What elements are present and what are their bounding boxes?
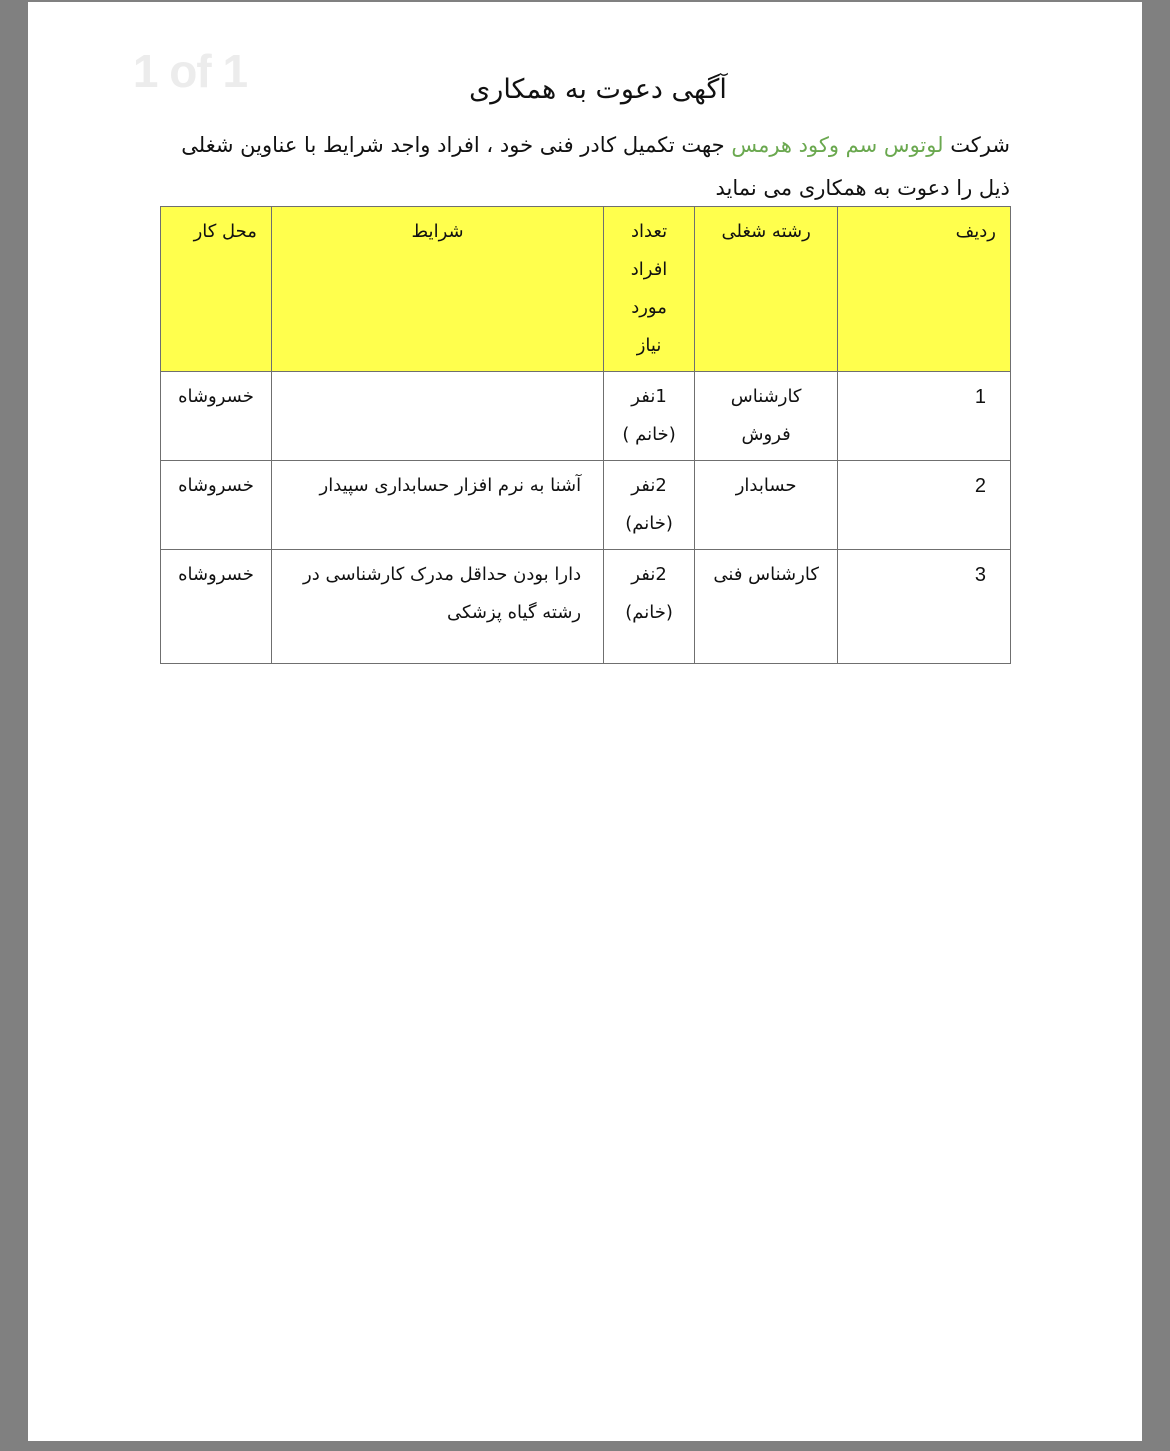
intro-prefix: شرکت: [943, 133, 1010, 157]
cell-count: 2نفر (خانم): [604, 461, 695, 550]
intro-paragraph: [178, 124, 1010, 210]
cell-count: 1نفر (خانم ): [604, 372, 695, 461]
cell-conditions: [271, 372, 603, 461]
intro-suffix: جهت تکمیل کادر فنی خود ، افراد واجد شرایط با عناوین شغلی ذیل را دعوت به همکاری می نماید: [181, 133, 1010, 200]
header-location: محل کار: [161, 207, 272, 372]
cell-location: خسروشاه: [161, 372, 272, 461]
jobs-table: [160, 206, 1011, 664]
page-indicator: 1 of 1: [132, 45, 248, 97]
cell-conditions: آشنا به نرم افزار حسابداری سپیدار: [271, 461, 603, 550]
cell-field: کارشناس فنی: [694, 550, 837, 664]
header-field: رشته شغلی: [694, 207, 837, 372]
table-header-row: [161, 207, 1011, 372]
document-page: [28, 2, 1142, 1441]
table-row: [161, 550, 1011, 664]
cell-radif: 2: [838, 461, 1011, 550]
cell-location: خسروشاه: [161, 461, 272, 550]
cell-location: خسروشاه: [161, 550, 272, 664]
header-count: تعداد افراد مورد نیاز: [604, 207, 695, 372]
cell-radif: 1: [838, 372, 1011, 461]
cell-conditions: دارا بودن حداقل مدرک کارشناسی در رشته گیاه پزشکی: [271, 550, 603, 664]
cell-radif: 3: [838, 550, 1011, 664]
header-conditions: شرایط: [271, 207, 603, 372]
cell-field: کارشناس فروش: [694, 372, 837, 461]
document-title: آگهی دعوت به همکاری: [469, 74, 727, 105]
company-name: لوتوس سم وکود هرمس: [731, 133, 944, 157]
cell-field: حسابدار: [694, 461, 837, 550]
table-row: [161, 461, 1011, 550]
cell-count: 2نفر (خانم): [604, 550, 695, 664]
table-row: [161, 372, 1011, 461]
header-radif: ردیف: [838, 207, 1011, 372]
